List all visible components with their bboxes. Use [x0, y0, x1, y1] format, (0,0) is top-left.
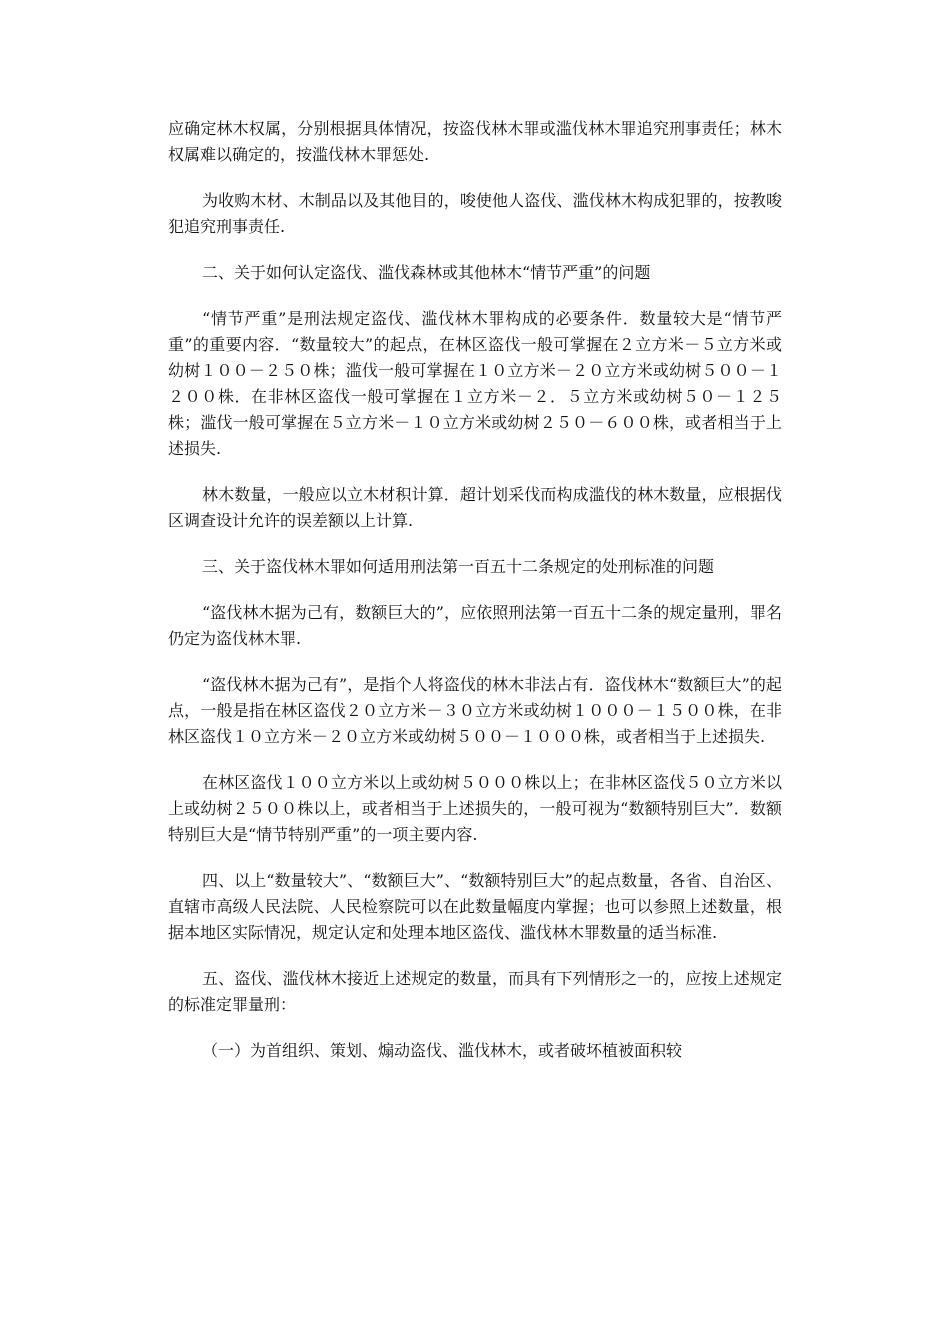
- paragraph: “盗伐林木据为己有，数额巨大的”，应依照刑法第一百五十二条的规定量刑，罪名仍定为盗伐林木罪.: [168, 603, 782, 648]
- paragraph: “情节严重”是刑法规定盗伐、滥伐林木罪构成的必要条件．数量较大是“情节严重”的重要内容．“数量较大”的起点，在林区盗伐一般可掌握在２立方米－５立方米或幼树１００－２５０株；滥伐一般可掌握在１０立方米－２０立方米或幼树５００－１２００株．在非林区盗伐一般可掌握在１立方米－２．５立方米或幼树５０－１２５株；滥伐一般可掌握在５立方米－１０立方米或幼树２５０－６００株，或者相当于上述损失.: [168, 309, 782, 458]
- paragraph: 五、盗伐、滥伐林木接近上述规定的数量，而具有下列情形之一的，应按上述规定的标准定罪量刑：: [168, 969, 782, 1014]
- paragraph: 为收购木材、木制品以及其他目的，唆使他人盗伐、滥伐林木构成犯罪的，按教唆犯追究刑事责任.: [168, 191, 782, 236]
- section-heading: 二、关于如何认定盗伐、滥伐森林或其他林木“情节严重”的问题: [202, 263, 651, 282]
- paragraph: “盗伐林木据为己有”，是指个人将盗伐的林木非法占有．盗伐林木“数额巨大”的起点，一般是指在林区盗伐２０立方米－３０立方米或幼树１０００－１５００株，在非林区盗伐１０立方米－２０立方米或幼树５００－１０００株，或者相当于上述损失.: [168, 675, 782, 746]
- paragraph: 林木数量，一般应以立木材积计算．超计划采伐而构成滥伐的林木数量，应根据伐区调查设计允许的误差额以上计算.: [168, 485, 782, 530]
- paragraph: （一）为首组织、策划、煽动盗伐、滥伐林木，或者破坏植被面积较: [202, 1041, 683, 1060]
- document-body: [168, 116, 782, 1084]
- paragraph: 应确定林木权属，分别根据具体情况，按盗伐林木罪或滥伐林木罪追究刑事责任；林木权属难以确定的，按滥伐林木罪惩处.: [168, 119, 782, 164]
- paragraph: 四、以上“数量较大”、“数额巨大”、“数额特别巨大”的起点数量，各省、自治区、直辖市高级人民法院、人民检察院可以在此数量幅度内掌握；也可以参照上述数量，根据本地区实际情况，规定认定和处理本地区盗伐、滥伐林木罪数量的适当标准.: [168, 871, 782, 942]
- paragraph: 在林区盗伐１００立方米以上或幼树５０００株以上；在非林区盗伐５０立方米以上或幼树２５００株以上，或者相当于上述损失的，一般可视为“数额特别巨大”．数额特别巨大是“情节特别严重”的一项主要内容.: [168, 773, 782, 844]
- section-heading: 三、关于盗伐林木罪如何适用刑法第一百五十二条规定的处刑标准的问题: [202, 557, 715, 576]
